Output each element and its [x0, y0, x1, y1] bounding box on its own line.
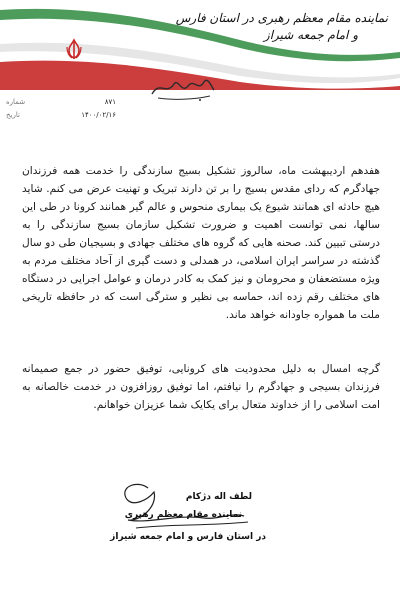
signer-title-1: نماینده مقام معظم رهبری	[124, 510, 242, 520]
letter-number: ۸۷۱	[104, 98, 116, 106]
letter-meta	[6, 96, 116, 122]
iran-emblem-icon	[64, 38, 84, 60]
signer-name: لطف اله دژکام	[185, 492, 252, 502]
org-line-2: و امام جمعه شیراز	[263, 28, 358, 42]
letterhead	[0, 0, 400, 120]
body-paragraph-1: هفدهم اردیبهشت ماه، سالروز تشکیل بسیج سازندگی را خدمت همه فرزندان جهادگرم که ردای مقدس بسیج را بر تن دارند تبریک و تهنیت عرض می کنم. شاید هیچ حادثه ای همانند شیوع یک بیماری منحوس و عالم گیر همانند کرونا در طی این سالها، نمی توانست اهمیت و ضرورت تشکیل سازمان بسیج سازندگی را به درستی تبیین کند. صحنه هایی که گروه های مختلف جهادی و بسیجیان طی دو سال گذشته در سراسر ایران اسلامی، در همدلی و دست گیری از آحاد مختلف مردم به ویژه مستضعفان و محرومان و نیز کمک به کادر درمان و عوامل اجرایی در دستگاه های مختلف رقم زده اند، حماسه بی نظیر و سترگی است که در حافظه تاریخی ملت ما همواره جاودانه خواهد ماند.	[22, 165, 380, 321]
letter-date-label: تاریخ	[6, 111, 20, 119]
signer-title-2: در استان فارس و امام جمعه شیراز	[110, 532, 266, 542]
letter-number-row	[6, 96, 116, 109]
letter-number-label: شماره	[6, 98, 26, 106]
org-line-1: نماینده مقام معظم رهبری در استان فارس	[175, 11, 388, 25]
signature-block	[100, 478, 300, 588]
letter-body	[22, 144, 380, 432]
body-paragraph-2: گرچه امسال به دلیل محدودیت های کرونایی، توفیق حضور در جمع صمیمانه فرزندان بسیجی و جهادگرم را نیافتم، اما توفیق روزافزون در خدمت خالصانه به امت اسلامی را از خداوند متعال برای یکایک شما عزیزان خواهانم.	[22, 363, 380, 411]
calligraphy-logo	[148, 72, 218, 102]
organization-name	[168, 10, 388, 44]
letter-date: ۱۴۰۰/۰۲/۱۶	[81, 111, 116, 119]
letter-date-row	[6, 109, 116, 122]
